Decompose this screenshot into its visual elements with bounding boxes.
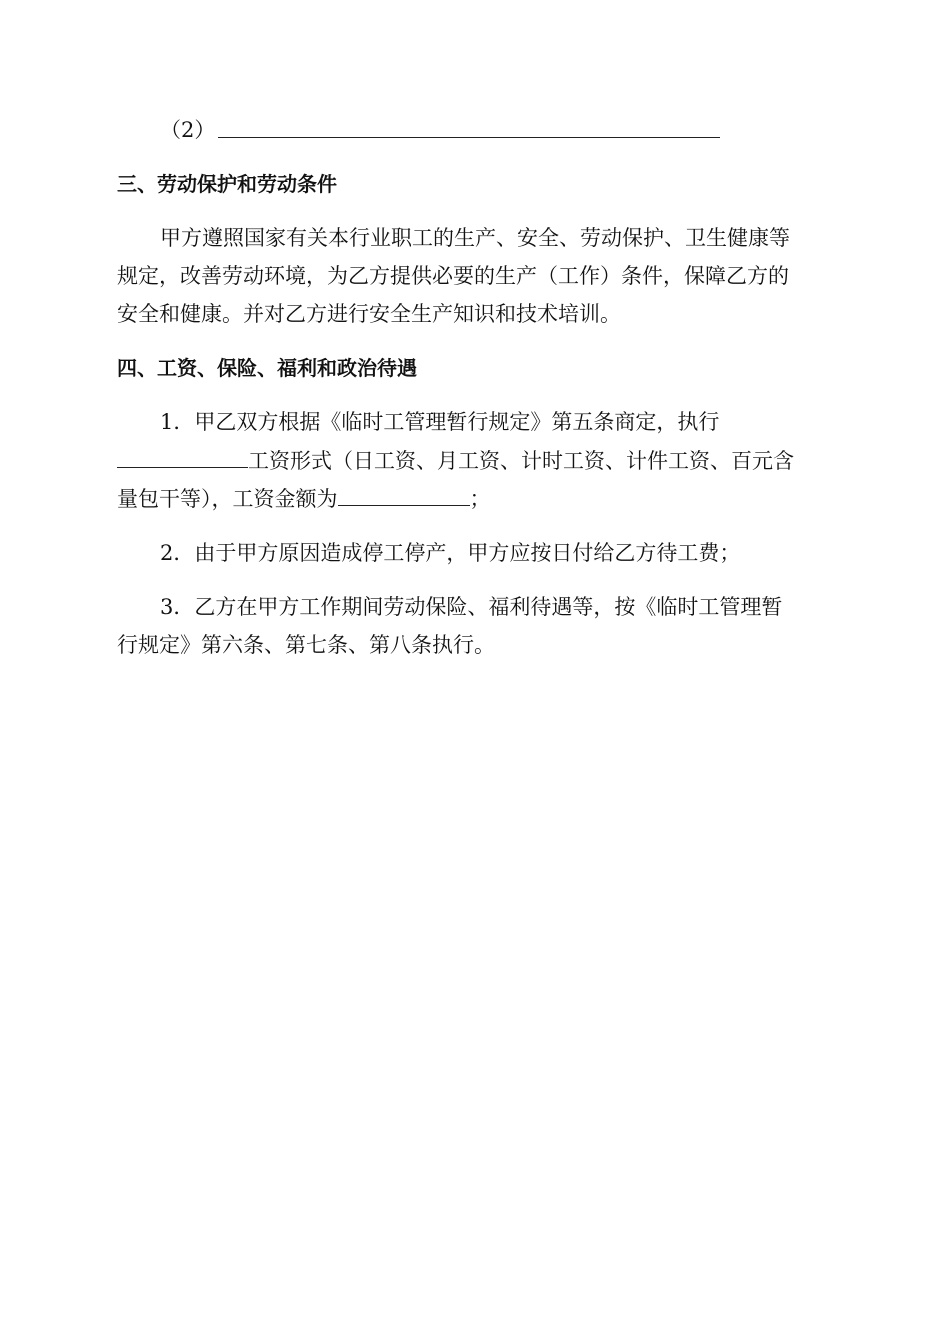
item-2-fill-blank[interactable] xyxy=(218,137,720,138)
section-4-item-3-line-1: 3．乙方在甲方工作期间劳动保险、福利待遇等，按《临时工管理暂 xyxy=(160,595,783,619)
section-4-item-1-line-2 xyxy=(117,442,833,480)
section-4-heading: 四、工资、保险、福利和政治待遇 xyxy=(117,356,417,380)
section-4-item-1-line-1: 1．甲乙双方根据《临时工管理暂行规定》第五条商定，执行 xyxy=(160,410,720,434)
item-2-label: （2） xyxy=(160,118,216,142)
wage-amount-blank[interactable] xyxy=(338,481,470,506)
section-4-item-1-line-3 xyxy=(117,480,833,518)
section-4-item-3-line-2: 行规定》第六条、第七条、第八条执行。 xyxy=(117,633,495,657)
wage-form-blank[interactable] xyxy=(117,443,248,468)
section-3-paragraph-line-3: 安全和健康。并对乙方进行安全生产知识和技术培训。 xyxy=(117,302,621,326)
section-3-paragraph-line-2: 规定，改善劳动环境，为乙方提供必要的生产（工作）条件，保障乙方的 xyxy=(117,264,789,288)
wage-amount-punctuation: ； xyxy=(469,487,491,511)
section-4-item-2: 2．由于甲方原因造成停工停产，甲方应按日付给乙方待工费； xyxy=(160,541,741,565)
section-3-paragraph-line-1: 甲方遵照国家有关本行业职工的生产、安全、劳动保护、卫生健康等 xyxy=(160,226,790,250)
wage-amount-label: 量包干等），工资金额为 xyxy=(117,487,338,511)
section-3-heading: 三、劳动保护和劳动条件 xyxy=(117,172,337,196)
wage-form-text: 工资形式（日工资、月工资、计时工资、计件工资、百元含 xyxy=(248,449,794,473)
